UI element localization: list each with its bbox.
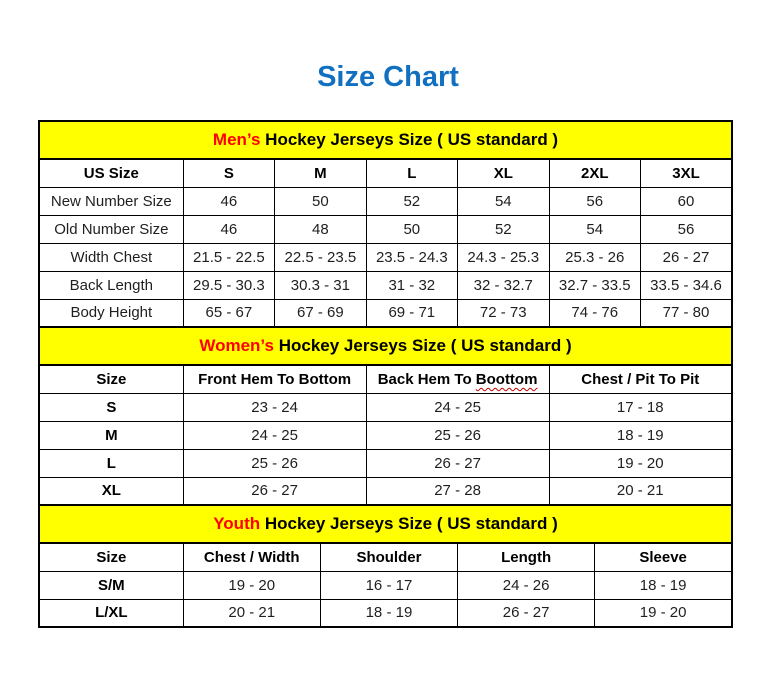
table-row bbox=[39, 243, 732, 271]
size-value-cell: 74 - 76 bbox=[549, 299, 640, 327]
size-value-cell: 26 - 27 bbox=[183, 477, 366, 505]
size-value-cell: 56 bbox=[549, 187, 640, 215]
row-label: S/M bbox=[39, 571, 183, 599]
table-womens bbox=[38, 326, 733, 506]
section-heading-highlight: Women’s bbox=[199, 336, 274, 355]
size-value-cell: 24 - 25 bbox=[183, 421, 366, 449]
size-value-cell: 16 - 17 bbox=[320, 571, 457, 599]
section-heading-row-mens bbox=[39, 121, 732, 159]
size-value-cell: 26 - 27 bbox=[640, 243, 732, 271]
section-heading-womens bbox=[39, 327, 732, 365]
row-label: Old Number Size bbox=[39, 215, 183, 243]
section-heading-rest: Hockey Jerseys Size ( US standard ) bbox=[260, 130, 559, 149]
size-value-cell: 26 - 27 bbox=[366, 449, 549, 477]
table-row bbox=[39, 477, 732, 505]
size-value-cell: 24 - 25 bbox=[366, 393, 549, 421]
size-value-cell: 60 bbox=[640, 187, 732, 215]
size-value-cell: 54 bbox=[458, 187, 549, 215]
size-value-cell: 33.5 - 34.6 bbox=[640, 271, 732, 299]
column-header: Front Hem To Bottom bbox=[183, 365, 366, 393]
section-heading-highlight: Youth bbox=[213, 514, 261, 533]
size-value-cell: 72 - 73 bbox=[458, 299, 549, 327]
table-row bbox=[39, 449, 732, 477]
column-header: L bbox=[366, 159, 457, 187]
section-heading-highlight: Men’s bbox=[212, 130, 261, 149]
size-value-cell: 25.3 - 26 bbox=[549, 243, 640, 271]
table-row bbox=[39, 215, 732, 243]
table-row bbox=[39, 393, 732, 421]
size-value-cell: 25 - 26 bbox=[366, 421, 549, 449]
size-value-cell: 20 - 21 bbox=[549, 477, 732, 505]
section-heading-youth bbox=[39, 505, 732, 543]
column-header: XL bbox=[458, 159, 549, 187]
row-label: L bbox=[39, 449, 183, 477]
table-row bbox=[39, 187, 732, 215]
column-header-text: Back Hem To bbox=[377, 370, 476, 388]
row-label: Back Length bbox=[39, 271, 183, 299]
column-header: Sleeve bbox=[595, 543, 732, 571]
size-value-cell: 30.3 - 31 bbox=[275, 271, 366, 299]
row-label: Width Chest bbox=[39, 243, 183, 271]
size-value-cell: 22.5 - 23.5 bbox=[275, 243, 366, 271]
column-header: 3XL bbox=[640, 159, 732, 187]
size-value-cell: 23.5 - 24.3 bbox=[366, 243, 457, 271]
size-value-cell: 48 bbox=[275, 215, 366, 243]
size-value-cell: 50 bbox=[366, 215, 457, 243]
size-value-cell: 52 bbox=[458, 215, 549, 243]
size-value-cell: 18 - 19 bbox=[549, 421, 732, 449]
size-value-cell: 56 bbox=[640, 215, 732, 243]
size-value-cell: 18 - 19 bbox=[595, 571, 732, 599]
row-label: New Number Size bbox=[39, 187, 183, 215]
table-row bbox=[39, 571, 732, 599]
size-value-cell: 27 - 28 bbox=[366, 477, 549, 505]
table-youth bbox=[38, 504, 733, 628]
size-value-cell: 46 bbox=[183, 215, 274, 243]
size-value-cell: 19 - 20 bbox=[549, 449, 732, 477]
size-value-cell: 29.5 - 30.3 bbox=[183, 271, 274, 299]
size-value-cell: 69 - 71 bbox=[366, 299, 457, 327]
size-value-cell: 32.7 - 33.5 bbox=[549, 271, 640, 299]
size-value-cell: 21.5 - 22.5 bbox=[183, 243, 274, 271]
table-row bbox=[39, 271, 732, 299]
misspelled-word: Boottom bbox=[475, 370, 538, 388]
table-row bbox=[39, 421, 732, 449]
column-header-row-womens bbox=[39, 365, 732, 393]
section-heading-rest: Hockey Jerseys Size ( US standard ) bbox=[260, 514, 558, 533]
column-header: S bbox=[183, 159, 274, 187]
column-header: Size bbox=[39, 365, 183, 393]
size-value-cell: 50 bbox=[275, 187, 366, 215]
section-heading-mens bbox=[39, 121, 732, 159]
size-value-cell: 24.3 - 25.3 bbox=[458, 243, 549, 271]
table-mens bbox=[38, 120, 733, 328]
size-value-cell: 26 - 27 bbox=[458, 599, 595, 627]
column-header: Length bbox=[458, 543, 595, 571]
column-header: Size bbox=[39, 543, 183, 571]
size-value-cell: 67 - 69 bbox=[275, 299, 366, 327]
row-label: S bbox=[39, 393, 183, 421]
row-label: M bbox=[39, 421, 183, 449]
column-header: US Size bbox=[39, 159, 183, 187]
column-header: Shoulder bbox=[320, 543, 457, 571]
size-value-cell: 17 - 18 bbox=[549, 393, 732, 421]
section-heading-row-womens bbox=[39, 327, 732, 365]
size-value-cell: 77 - 80 bbox=[640, 299, 732, 327]
column-header: M bbox=[275, 159, 366, 187]
column-header: Chest / Width bbox=[183, 543, 320, 571]
row-label: Body Height bbox=[39, 299, 183, 327]
column-header: Chest / Pit To Pit bbox=[549, 365, 732, 393]
size-value-cell: 52 bbox=[366, 187, 457, 215]
size-value-cell: 18 - 19 bbox=[320, 599, 457, 627]
column-header-row-mens bbox=[39, 159, 732, 187]
size-value-cell: 19 - 20 bbox=[595, 599, 732, 627]
column-header bbox=[366, 365, 549, 393]
column-header: 2XL bbox=[549, 159, 640, 187]
row-label: XL bbox=[39, 477, 183, 505]
size-value-cell: 31 - 32 bbox=[366, 271, 457, 299]
size-value-cell: 25 - 26 bbox=[183, 449, 366, 477]
section-heading-rest: Hockey Jerseys Size ( US standard ) bbox=[273, 336, 572, 355]
page-title: Size Chart bbox=[317, 61, 459, 93]
table-row bbox=[39, 299, 732, 327]
size-value-cell: 23 - 24 bbox=[183, 393, 366, 421]
size-value-cell: 54 bbox=[549, 215, 640, 243]
section-heading-row-youth bbox=[39, 505, 732, 543]
row-label: L/XL bbox=[39, 599, 183, 627]
size-value-cell: 46 bbox=[183, 187, 274, 215]
column-header-row-youth bbox=[39, 543, 732, 571]
size-value-cell: 32 - 32.7 bbox=[458, 271, 549, 299]
size-tables-container bbox=[38, 120, 733, 628]
size-value-cell: 65 - 67 bbox=[183, 299, 274, 327]
size-value-cell: 20 - 21 bbox=[183, 599, 320, 627]
table-row bbox=[39, 599, 732, 627]
size-value-cell: 24 - 26 bbox=[458, 571, 595, 599]
size-value-cell: 19 - 20 bbox=[183, 571, 320, 599]
